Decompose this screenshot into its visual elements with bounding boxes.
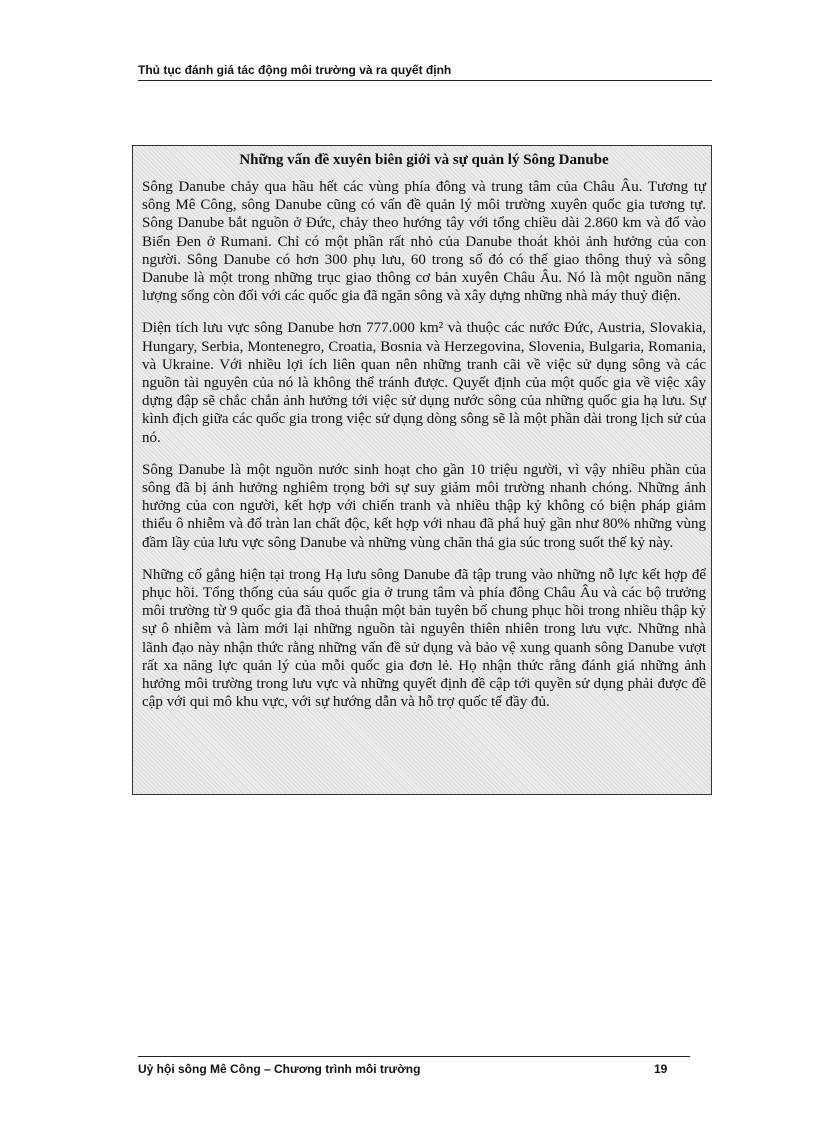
page-footer (138, 1056, 690, 1076)
paragraph-2: Diện tích lưu vực sông Danube hơn 777.000 km² và thuộc các nước Đức, Austria, Slovakia, Hungary, Serbia, Montenegro, Croatia, Bosnia và Herzegovina, Slovenia, Bulgaria, Romania, và Ukraine. Với nhiều lợi ích liên quan nên những tranh cãi về việc sử dụng sông và các nguồn tài nguyên của nó là không thể tránh được. Quyết định của một quốc gia về việc xây dựng đập sẽ chắc chắn ảnh hưởng tới việc sử dụng nước sông của những quốc gia hạ lưu. Sự kình địch giữa các quốc gia trong việc sử dụng dòng sông sẽ là một phần dài trong lịch sử của nó. (142, 320, 706, 446)
header-title: Thủ tục đánh giá tác động môi trường và ra quyết định (138, 63, 452, 77)
paragraph-1: Sông Danube chảy qua hầu hết các vùng phía đông và trung tâm của Châu Âu. Tương tự sông Mê Công, sông Danube cũng có vấn đề quản lý môi trường xuyên quốc gia tương tự. Sông Danube bắt nguồn ở Đức, chảy theo hướng tây với tổng chiều dài 2.860 km và đổ vào Biển Đen ở Rumani. Chỉ có một phần rất nhỏ của Danube thoát khỏi ảnh hưởng của con người. Sông Danube có hơn 300 phụ lưu, 60 trong số đó có thể giao thông thuỷ và sông Danube là một trong những trục giao thông cơ bản xuyên Châu Âu. Nó là một nguồn năng lượng sống còn đối với các quốc gia đã ngăn sông và xây dựng những nhà máy thuỷ điện. (142, 179, 706, 305)
page-number: 19 (654, 1062, 668, 1076)
box-title: Những vấn đề xuyên biên giới và sự quản lý Sông Danube (239, 152, 609, 168)
footer-organization: Uỷ hội sông Mê Công – Chương trình môi trường (138, 1062, 421, 1076)
case-study-box (132, 145, 712, 795)
page-header (138, 62, 712, 81)
paragraph-4: Những cố gắng hiện tại trong Hạ lưu sông Danube đã tập trung vào những nỗ lực kết hợp để phục hồi. Tổng thống của sáu quốc gia ở trung tâm và phía đông Châu Âu và các bộ trưởng môi trường từ 9 quốc gia đã thoả thuận một bản tuyên bố chung phục hồi trong nhiều thập kỷ sự ô nhiễm và làm mới lại những nguồn tài nguyên thiên nhiên trong lưu vực. Những nhà lãnh đạo này nhận thức rằng những vấn đề sử dụng và bảo vệ xung quanh sông Danube vượt rất xa năng lực quản lý của mỗi quốc gia đơn lẻ. Họ nhận thức rằng đánh giá những ảnh hưởng môi trường trong lưu vực và những quyết định đề cập tới quyền sử dụng phải được đề cập với qui mô khu vực, với sự hướng dẫn và hỗ trợ quốc tế đầy đủ. (142, 566, 706, 711)
paragraph-3: Sông Danube là một nguồn nước sinh hoạt cho gần 10 triệu người, vì vậy nhiều phần của sông đã bị ảnh hưởng nghiêm trọng bởi sự suy giảm môi trường nhanh chóng. Những ảnh hưởng của con người, kết hợp với chiến tranh và nhiều thập kỷ không có biện pháp giảm thiểu ô nhiễm và đổ tràn lan chất độc, kết hợp với nhau đã phá huỷ gần như 80% những vùng đầm lầy của lưu vực sông Danube và những vùng chăn thả gia súc trong suốt thế kỷ này. (142, 461, 706, 551)
